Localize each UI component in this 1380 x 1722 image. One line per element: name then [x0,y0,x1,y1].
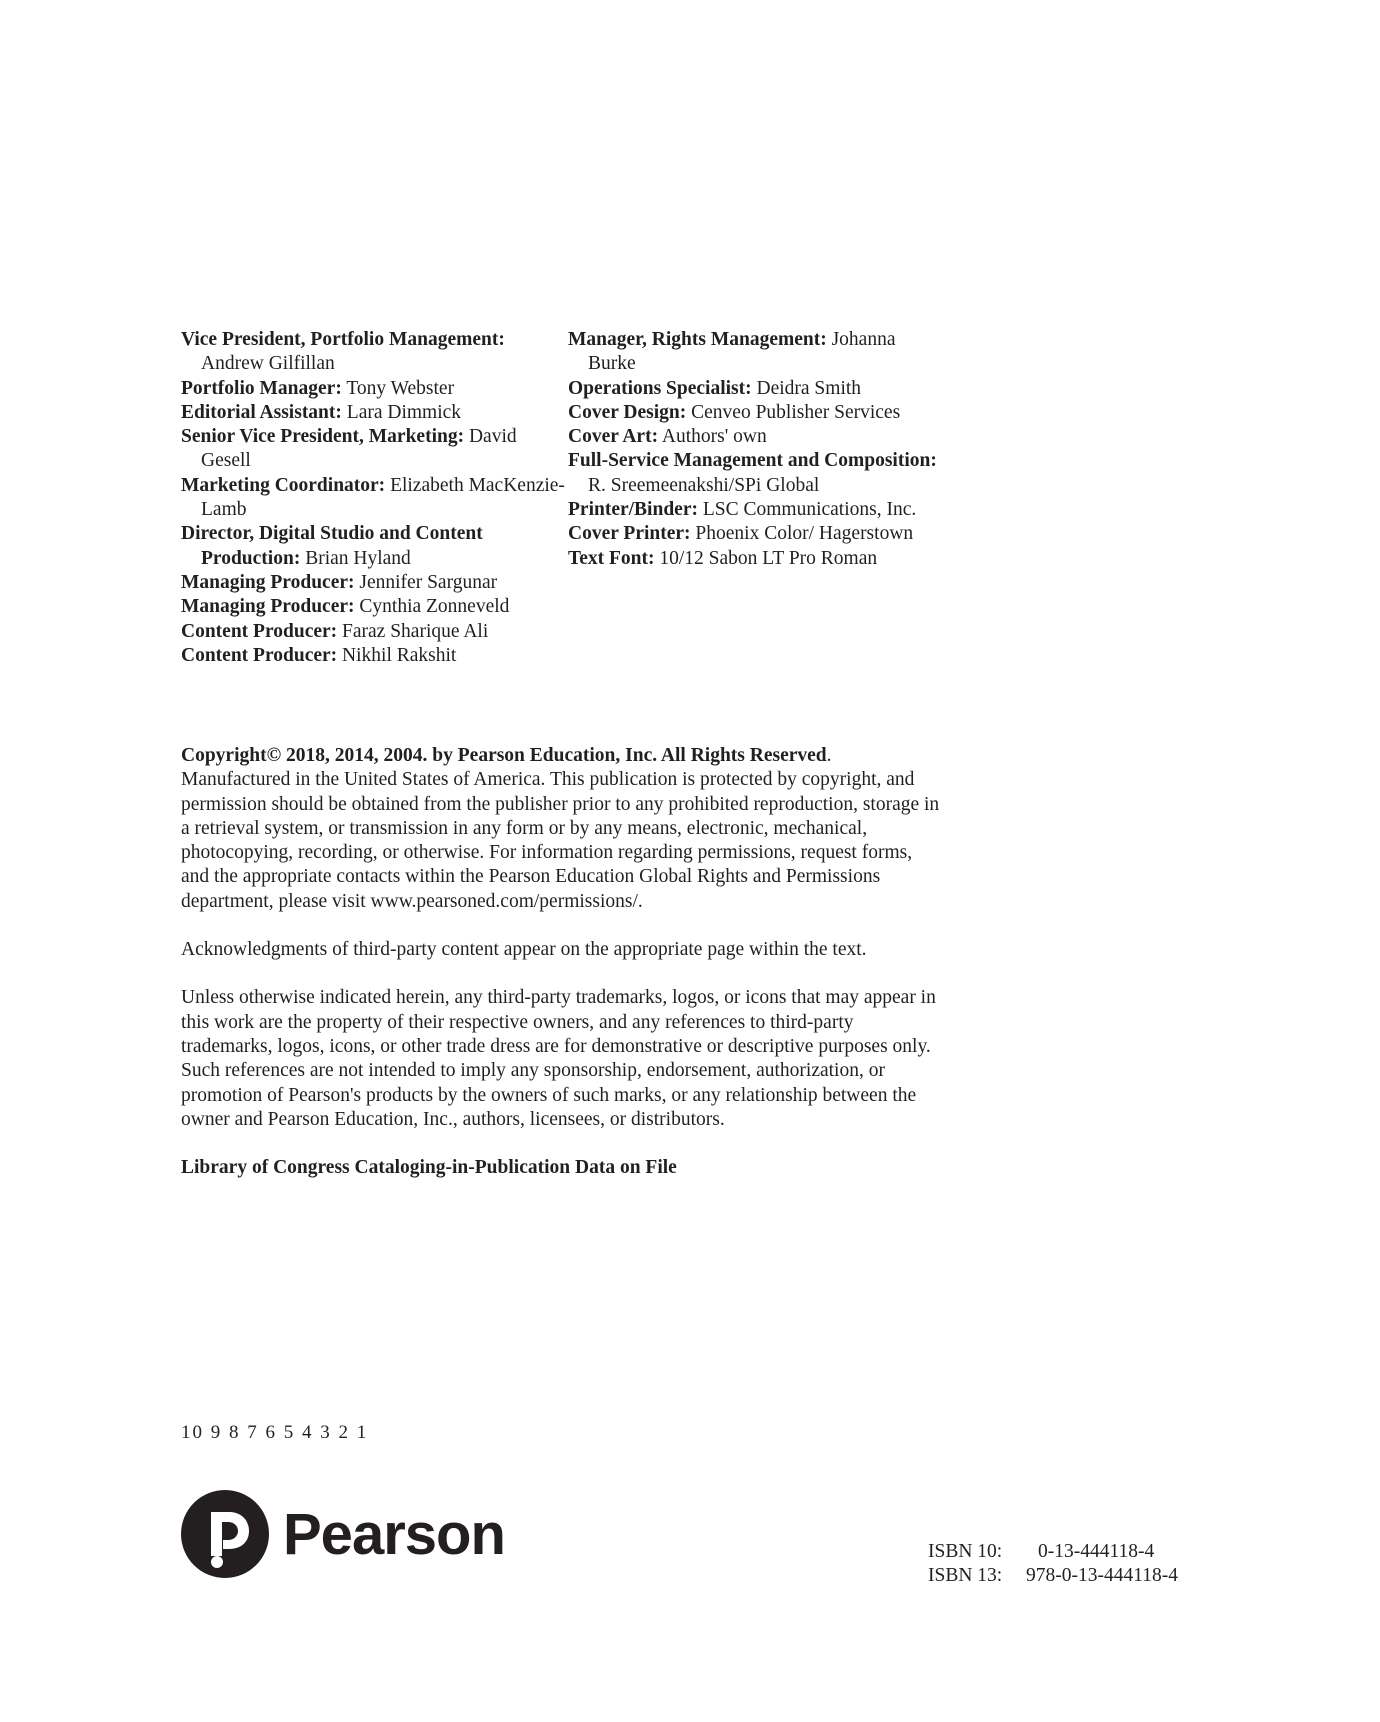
credit-entry [568,547,941,571]
publisher-logo [181,1490,505,1578]
credit-role: Portfolio Manager: [181,377,342,399]
credit-name: Andrew Gilfillan [201,353,335,375]
isbn-10-row [928,1540,1178,1564]
copyright-statement: Copyright© 2018, 2014, 2004. by Pearson Education, Inc. All Rights Reserved [181,745,827,766]
credit-name: Tony Webster [346,377,455,399]
credit-role: Full-Service Management and Composition: [568,450,937,472]
isbn-value: 0-13-444118-4 [1038,1541,1155,1562]
credit-role: Senior Vice President, Marketing: [181,426,465,448]
printing-line: 10 9 8 7 6 5 4 3 2 1 [181,1422,369,1443]
credit-role: Text Font: [568,547,655,569]
credit-entry [568,425,941,449]
isbn-value: 978-0-13-444118-4 [1026,1565,1179,1587]
credits-right-column [568,328,941,668]
credit-entry [181,571,568,595]
credit-role: Content Producer: [181,620,338,642]
credit-role: Cover Art: [568,426,659,448]
credit-name: Cenveo Publisher Services [691,401,901,423]
legal-notices [181,744,941,1204]
isbn-label: ISBN 10: [928,1541,1003,1562]
credit-entry [181,377,568,401]
isbn-block [928,1540,1178,1589]
credit-name: David Gesell [201,426,517,472]
publisher-wordmark: Pearson [283,1501,505,1567]
credit-entry [568,498,941,522]
production-credits [181,328,941,668]
credit-name: Authors' own [661,426,767,448]
credit-entry [568,449,941,498]
credit-role: Managing Producer: [181,596,355,618]
credit-entry [181,474,568,523]
credit-name: Jennifer Sargunar [359,571,498,593]
credit-entry [181,425,568,474]
credit-name: Cynthia Zonneveld [359,596,510,618]
acknowledgments-notice: Acknowledgments of third-party content appear on the appropriate page within the text. [181,939,867,961]
trademarks-notice: Unless otherwise indicated herein, any third-party trademarks, logos, or icons that may appear in this work are the property of their respective owners, and any references to third-party trademarks, logos, icons, or other trade dress are for demonstrative or descriptive purposes only. Such references are not intended to imply any sponsorship, endorsement, authorization, or promotion of Pearson's products by the owners of such marks, or any relationship between the owner and Pearson Education, Inc., authors, licensees, or distributors. [181,987,936,1130]
credit-name: Elizabeth MacKenzie-Lamb [201,474,565,521]
isbn-label: ISBN 13: [928,1565,1003,1587]
credit-entry [181,620,568,644]
credit-name: Nikhil Rakshit [342,644,457,666]
credit-entry [568,522,941,546]
copyright-body: . Manufactured in the United States of America. This publication is protected by copyright, and permission should be obtained from the publisher prior to any prohibited reproduction, storage in a retrieval system, or transmission in any form or by any means, electronic, mechanical, photocopying, recording, or otherwise. For information regarding permissions, request forms, and the appropriate contacts within the Pearson Education Global Rights and Permissions department, please visit www.pearsoned.com/permissions/. [181,745,940,912]
credit-role: Cover Printer: [568,523,691,545]
credit-entry [568,377,941,401]
credit-entry [568,328,941,377]
credit-name: R. Sreemeenakshi/SPi Global [588,474,820,496]
credit-role: Managing Producer: [181,571,355,593]
credit-role: Cover Design: [568,401,687,423]
credit-role: Editorial Assistant: [181,401,342,423]
copyright-notice [181,744,941,914]
credit-entry [181,595,568,619]
credit-role: Operations Specialist: [568,377,752,399]
credit-role: Printer/Binder: [568,499,698,521]
credit-name: Lara Dimmick [346,401,462,423]
credit-name: Phoenix Color/ Hagerstown [695,523,914,545]
credit-entry [181,522,568,571]
credit-name: 10/12 Sabon LT Pro Roman [659,547,878,569]
credit-role: Vice President, Portfolio Management: [181,329,505,350]
cip-notice: Library of Congress Cataloging-in-Publication Data on File [181,1157,677,1179]
credit-name: Deidra Smith [756,377,862,399]
credit-role: Content Producer: [181,644,338,666]
credits-left-column [181,328,568,668]
credit-name: LSC Communications, Inc. [702,499,917,521]
credit-role: Director, Digital Studio and Content Production: [181,523,483,569]
isbn-13-row [928,1564,1178,1588]
pearson-p-logo-icon [181,1490,269,1578]
credit-entry [568,401,941,425]
credit-entry [181,328,568,377]
credit-name: Brian Hyland [305,547,411,569]
credit-entry [181,401,568,425]
credit-name: Johanna Burke [588,329,896,375]
credit-role: Manager, Rights Management: [568,329,827,350]
credit-name: Faraz Sharique Ali [342,620,489,642]
credit-role: Marketing Coordinator: [181,474,386,496]
credit-entry [181,644,568,668]
